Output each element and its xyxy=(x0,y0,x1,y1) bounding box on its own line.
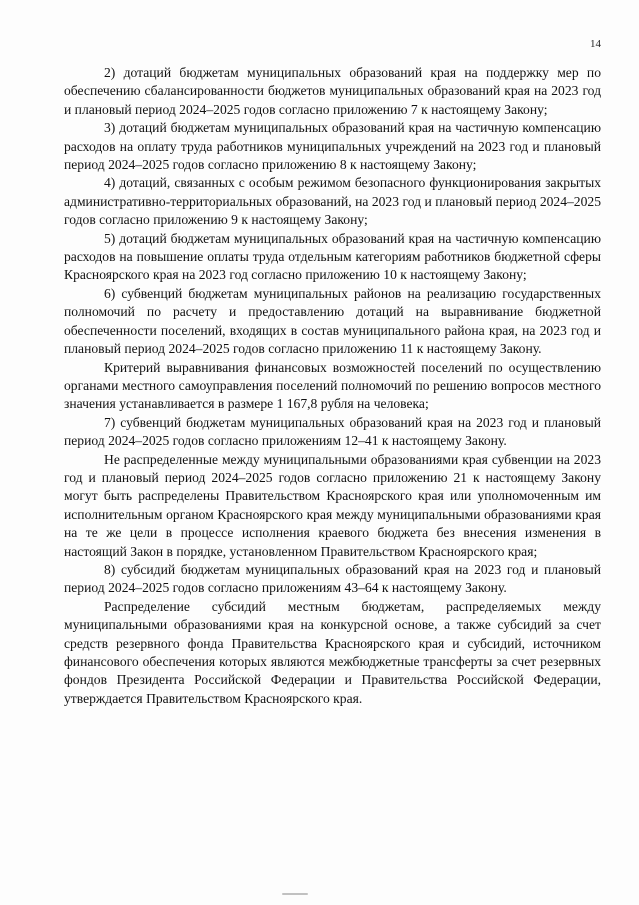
paragraph-subsidy-distribution: Распределение субсидий местным бюджетам, распределяемых между муниципальными образованиями края на конкурсной основе, а также субсидий за счет средств резервного фонда Правительства Красноярского края и субсидий, источником финансового обеспечения которых являются межбюджетные трансферты за счет резервных фондов Президента Российской Федерации и Правительства Российской Федерации, утверждается Правительством Красноярского края. xyxy=(64,598,601,706)
paragraph-item-6: 6) субвенций бюджетам муниципальных районов на реализацию государственных полномочий по расчету и предоставлению дотаций на выравнивание бюджетной обеспеченности поселений, входящих в состав муниципального района края, на 2023 год и плановый период 2024–2025 годов согласно приложению 11 к настоящему Закону. xyxy=(64,285,601,357)
paragraph-item-3: 3) дотаций бюджетам муниципальных образований края на частичную компенсацию расходов на оплату труда работников муниципальных учреждений на 2023 год и плановый период 2024–2025 годов согласно приложению 8 к настоящему Закону; xyxy=(64,120,601,173)
document-body xyxy=(64,64,601,708)
paragraph-item-4: 4) дотаций, связанных с особым режимом безопасного функционирования закрытых административно-территориальных образований, на 2023 год и плановый период 2024–2025 годов согласно приложению 9 к настоящему Закону; xyxy=(64,175,601,228)
paragraph-item-8: 8) субсидий бюджетам муниципальных образований края на 2023 год и плановый период 2024–2025 годов согласно приложениям 43–64 к настоящему Закону. xyxy=(64,561,601,596)
scan-artifact xyxy=(282,893,308,895)
paragraph-item-2: 2) дотаций бюджетам муниципальных образований края на поддержку мер по обеспечению сбалансированности бюджетов муниципальных образований края на 2023 год и плановый период 2024–2025 годов согласно приложению 7 к настоящему Закону; xyxy=(64,65,601,117)
paragraph-undistributed-subventions: Не распределенные между муниципальными образованиями края субвенции на 2023 год и плановый период 2024–2025 годов согласно приложению 21 к настоящему Закону могут быть распределены Правительством Красноярского края или уполномоченным им исполнительным органом Красноярского края между муниципальными образованиями края на те же цели в процессе исполнения краевого бюджета без внесения изменения в настоящий Закон в порядке, установленном Правительством Красноярского края; xyxy=(64,451,601,559)
page-number: 14 xyxy=(590,38,601,50)
paragraph-item-7: 7) субвенций бюджетам муниципальных образований края на 2023 год и плановый период 2024–2025 годов согласно приложениям 12–41 к настоящему Закону. xyxy=(64,414,601,449)
paragraph-equalization-criterion: Критерий выравнивания финансовых возможностей поселений по осуществлению органами местного самоуправления поселений полномочий по решению вопросов местного значения устанавливается в размере 1 167,8 рубля на человека; xyxy=(64,359,601,412)
paragraph-item-5: 5) дотаций бюджетам муниципальных образований края на частичную компенсацию расходов на повышение оплаты труда отдельным категориям работников бюджетной сферы Красноярского края на 2023 год согласно приложению 10 к настоящему Закону; xyxy=(64,230,601,283)
